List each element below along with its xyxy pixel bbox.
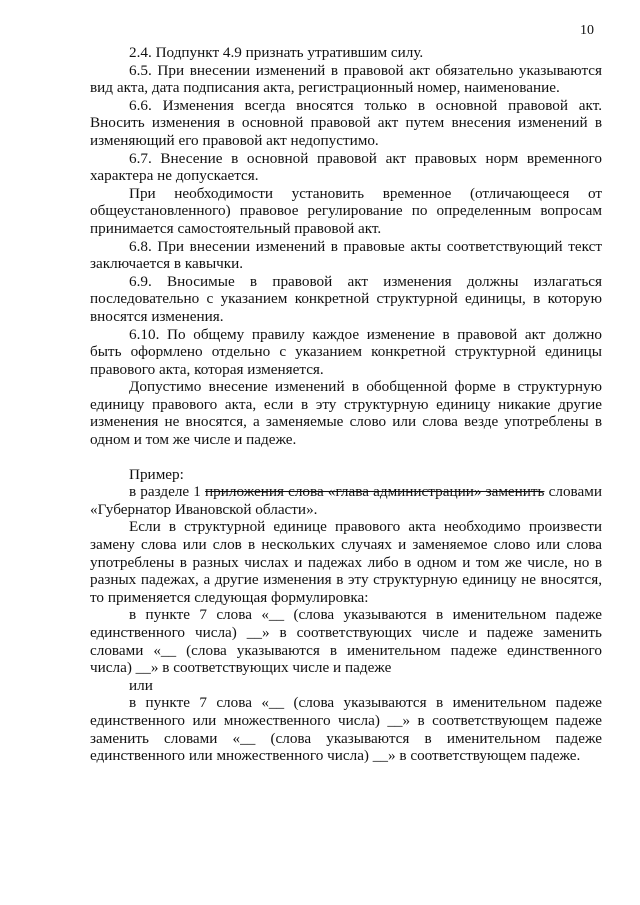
example-text-post: словами «Губернатор Ивановской области». xyxy=(90,483,602,518)
example-text xyxy=(90,483,602,518)
paragraph-6-7: 6.7. Внесение в основной правовой акт правовых норм временного характера не допускается. xyxy=(90,149,602,185)
paragraph-generalized-form: Допустимо внесение изменений в обобщенной форме в структурную единицу правового акта, если в эту структурную единицу никакие другие изменения не вносятся, а заменяемые слово или слова везде употреблены в одном и том же числе и падеже. xyxy=(90,378,602,449)
formulation-plural: в пункте 7 слова «__ (слова указываются в именительном падеже единственного или множественного числа) __» в соответствующем падеже заменить словами «__ (слова указываются в именительном падеже единственного или множественного числа) __» в соответствующем падеже. xyxy=(90,694,602,765)
paragraph-2-4: 2.4. Подпункт 4.9 признать утратившим силу. xyxy=(129,44,424,61)
paragraph-6-8: 6.8. При внесении изменений в правовые акты соответствующий текст заключается в кавычки. xyxy=(90,237,602,273)
paragraph-6-6: 6.6. Изменения всегда вносятся только в основной правовой акт. Вносить изменения в основной правовой акт путем внесения изменений в изменяющий его правовой акт недопустимо. xyxy=(90,96,602,149)
or-separator: или xyxy=(129,676,153,694)
formulation-singular: в пункте 7 слова «__ (слова указываются в именительном падеже единственного числа) __» в соответствующих числе и падеже заменить словами «__ (слова указываются в именительном падеже единственного числа) __» в соответствующих числе и падеже xyxy=(90,606,602,677)
example-text-pre: в разделе 1 xyxy=(129,483,206,501)
paragraph-6-10: 6.10. По общему правилу каждое изменение в правовой акт должно быть оформлено отдельно с указанием конкретной структурной единицы правового акта, которая изменяется. xyxy=(90,325,602,378)
paragraph-multiple-cases: Если в структурной единице правового акта необходимо произвести замену слова или слов в нескольких случаях и заменяемое слово или слова употреблены в разных числах и падежах либо в одном и том же числе, но в разных падежах, а другие изменения в эту структурную единицу не вносятся, то применяется следующая формулировка: xyxy=(90,518,602,606)
page-number: 10 xyxy=(580,23,594,38)
example-text-struck: приложения слова «глава администрации» заменить xyxy=(205,483,545,501)
example-label: Пример: xyxy=(129,465,184,483)
paragraph-6-9: 6.9. Вносимые в правовой акт изменения должны излагаться последовательно с указанием конкретной структурной единицы, в которую вносятся изменения. xyxy=(90,272,602,325)
paragraph-gap xyxy=(90,449,602,466)
paragraph-temporary-regulation: При необходимости установить временное (отличающееся от общеустановленного) правовое регулирование по определенным вопросам принимается самостоятельный правовой акт. xyxy=(90,184,602,237)
paragraph-6-5: 6.5. При внесении изменений в правовой акт обязательно указываются вид акта, дата подписания акта, регистрационный номер, наименование. xyxy=(90,61,602,97)
